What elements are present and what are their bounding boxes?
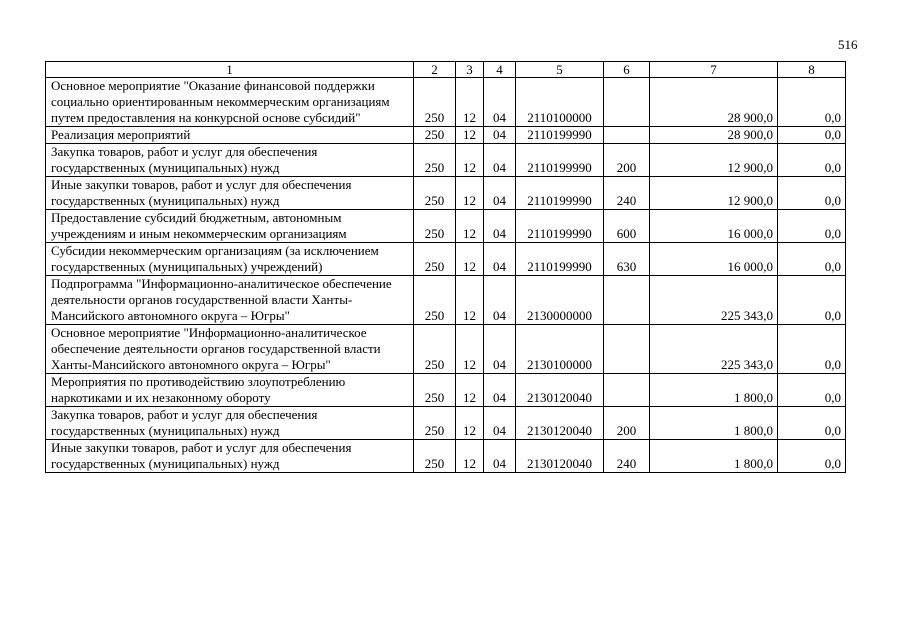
row-amount: 12 900,0 <box>650 144 778 177</box>
row-amount: 28 900,0 <box>650 127 778 144</box>
column-header: 3 <box>456 62 484 78</box>
row-section: 12 <box>456 144 484 177</box>
table-row <box>46 440 846 473</box>
row-target-article: 2110199990 <box>516 177 604 210</box>
row-subsection: 04 <box>484 127 516 144</box>
row-amount: 1 800,0 <box>650 440 778 473</box>
row-name: Реализация мероприятий <box>46 127 414 144</box>
row-amount-2: 0,0 <box>778 127 846 144</box>
row-admin-code: 250 <box>414 325 456 374</box>
row-amount: 12 900,0 <box>650 177 778 210</box>
row-admin-code: 250 <box>414 144 456 177</box>
row-subsection: 04 <box>484 78 516 127</box>
row-section: 12 <box>456 276 484 325</box>
row-admin-code: 250 <box>414 177 456 210</box>
row-expense-type <box>604 276 650 325</box>
row-amount: 225 343,0 <box>650 325 778 374</box>
row-subsection: 04 <box>484 440 516 473</box>
budget-table <box>45 61 846 473</box>
column-header: 7 <box>650 62 778 78</box>
table-row <box>46 276 846 325</box>
row-expense-type: 600 <box>604 210 650 243</box>
row-admin-code: 250 <box>414 78 456 127</box>
page-number: 516 <box>838 37 858 52</box>
table-row <box>46 177 846 210</box>
table-row <box>46 374 846 407</box>
table-row <box>46 144 846 177</box>
row-section: 12 <box>456 78 484 127</box>
row-amount-2: 0,0 <box>778 78 846 127</box>
row-amount-2: 0,0 <box>778 177 846 210</box>
row-name: Закупка товаров, работ и услуг для обеспечения государственных (муниципальных) нужд <box>46 144 414 177</box>
row-name: Основное мероприятие "Оказание финансовой поддержки социально ориентированным некоммерческим организациям путем предоставления на конкурсной основе субсидий" <box>46 78 414 127</box>
row-name: Предоставление субсидий бюджетным, автономным учреждениям и иным некоммерческим организациям <box>46 210 414 243</box>
column-header: 4 <box>484 62 516 78</box>
row-amount-2: 0,0 <box>778 210 846 243</box>
row-target-article: 2110199990 <box>516 243 604 276</box>
column-header: 2 <box>414 62 456 78</box>
row-expense-type <box>604 78 650 127</box>
row-subsection: 04 <box>484 407 516 440</box>
row-amount: 16 000,0 <box>650 210 778 243</box>
header-row <box>46 62 846 78</box>
row-target-article: 2130120040 <box>516 407 604 440</box>
row-expense-type: 630 <box>604 243 650 276</box>
row-name: Основное мероприятие "Информационно-аналитическое обеспечение деятельности органов государственной власти Ханты-Мансийского автономного округа – Югры" <box>46 325 414 374</box>
row-subsection: 04 <box>484 325 516 374</box>
row-admin-code: 250 <box>414 243 456 276</box>
row-subsection: 04 <box>484 276 516 325</box>
row-amount-2: 0,0 <box>778 325 846 374</box>
row-section: 12 <box>456 243 484 276</box>
row-amount: 1 800,0 <box>650 407 778 440</box>
table-row <box>46 325 846 374</box>
row-subsection: 04 <box>484 144 516 177</box>
row-subsection: 04 <box>484 177 516 210</box>
row-expense-type <box>604 374 650 407</box>
row-target-article: 2130120040 <box>516 440 604 473</box>
row-section: 12 <box>456 374 484 407</box>
row-amount: 225 343,0 <box>650 276 778 325</box>
row-subsection: 04 <box>484 243 516 276</box>
table-row <box>46 407 846 440</box>
row-target-article: 2130120040 <box>516 374 604 407</box>
row-expense-type: 240 <box>604 177 650 210</box>
row-expense-type <box>604 127 650 144</box>
table-body <box>46 78 846 473</box>
row-expense-type: 200 <box>604 144 650 177</box>
row-name: Иные закупки товаров, работ и услуг для обеспечения государственных (муниципальных) нужд <box>46 440 414 473</box>
row-amount: 28 900,0 <box>650 78 778 127</box>
row-admin-code: 250 <box>414 407 456 440</box>
row-amount-2: 0,0 <box>778 374 846 407</box>
row-target-article: 2110199990 <box>516 144 604 177</box>
column-header: 1 <box>46 62 414 78</box>
row-target-article: 2110199990 <box>516 127 604 144</box>
table-row <box>46 127 846 144</box>
row-admin-code: 250 <box>414 127 456 144</box>
row-target-article: 2130100000 <box>516 325 604 374</box>
row-admin-code: 250 <box>414 374 456 407</box>
row-amount-2: 0,0 <box>778 276 846 325</box>
row-section: 12 <box>456 127 484 144</box>
row-target-article: 2110199990 <box>516 210 604 243</box>
table-row <box>46 78 846 127</box>
table-row <box>46 210 846 243</box>
row-subsection: 04 <box>484 374 516 407</box>
row-target-article: 2130000000 <box>516 276 604 325</box>
row-expense-type <box>604 325 650 374</box>
row-expense-type: 240 <box>604 440 650 473</box>
row-name: Подпрограмма "Информационно-аналитическое обеспечение деятельности органов государственной власти Ханты-Мансийского автономного округа – Югры" <box>46 276 414 325</box>
column-header: 8 <box>778 62 846 78</box>
row-subsection: 04 <box>484 210 516 243</box>
column-header: 6 <box>604 62 650 78</box>
row-admin-code: 250 <box>414 276 456 325</box>
row-section: 12 <box>456 407 484 440</box>
row-name: Субсидии некоммерческим организациям (за исключением государственных (муниципальных) учреждений) <box>46 243 414 276</box>
column-header: 5 <box>516 62 604 78</box>
row-name: Мероприятия по противодействию злоупотреблению наркотиками и их незаконному обороту <box>46 374 414 407</box>
row-admin-code: 250 <box>414 440 456 473</box>
row-admin-code: 250 <box>414 210 456 243</box>
row-section: 12 <box>456 177 484 210</box>
row-target-article: 2110100000 <box>516 78 604 127</box>
row-amount: 1 800,0 <box>650 374 778 407</box>
row-amount-2: 0,0 <box>778 407 846 440</box>
row-section: 12 <box>456 210 484 243</box>
table-row <box>46 243 846 276</box>
row-amount: 16 000,0 <box>650 243 778 276</box>
row-section: 12 <box>456 325 484 374</box>
row-amount-2: 0,0 <box>778 243 846 276</box>
row-section: 12 <box>456 440 484 473</box>
row-amount-2: 0,0 <box>778 440 846 473</box>
row-expense-type: 200 <box>604 407 650 440</box>
row-name: Закупка товаров, работ и услуг для обеспечения государственных (муниципальных) нужд <box>46 407 414 440</box>
row-amount-2: 0,0 <box>778 144 846 177</box>
row-name: Иные закупки товаров, работ и услуг для обеспечения государственных (муниципальных) нужд <box>46 177 414 210</box>
